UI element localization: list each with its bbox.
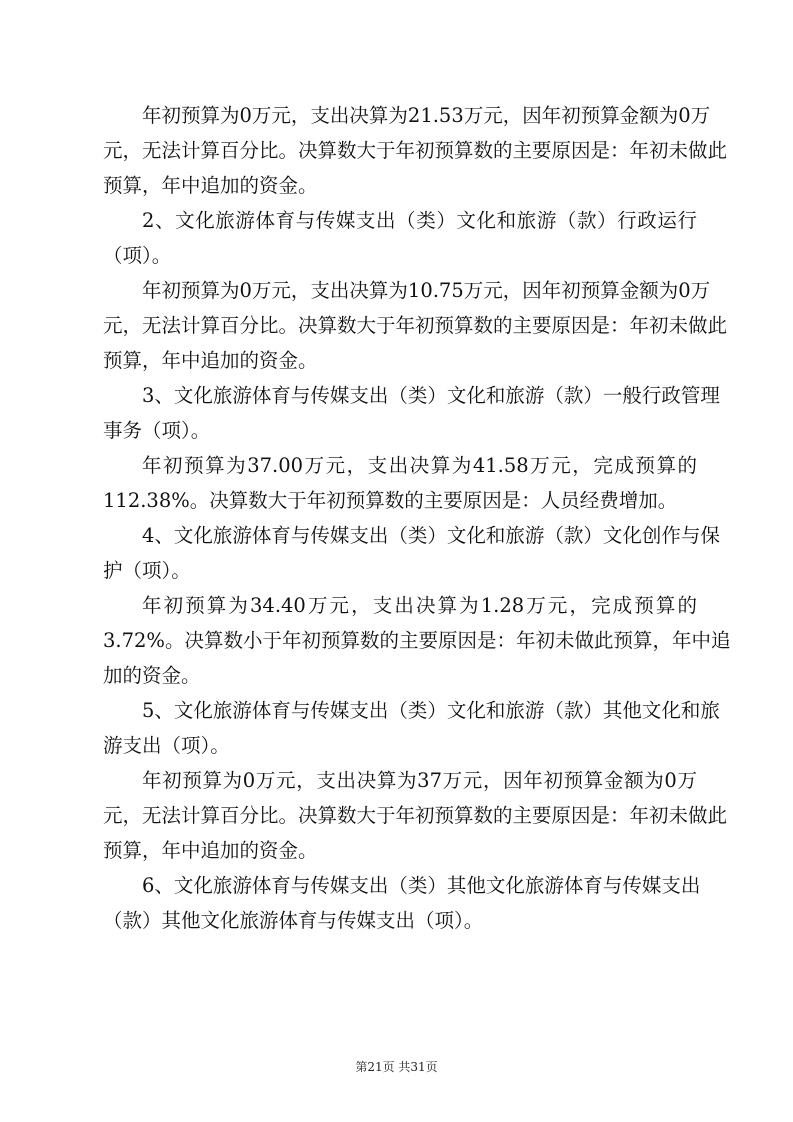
paragraph xyxy=(103,203,697,273)
paragraph xyxy=(103,868,701,938)
paragraph xyxy=(103,518,720,588)
paragraph-line: 112.38%。决算数大于年初预算数的主要原因是：人员经费增加。 xyxy=(103,489,678,512)
paragraph-line: 3、文化旅游体育与传媒支出（类）文化和旅游（款）一般行政管理 xyxy=(142,384,720,407)
paragraph-line: 年初预算为37.00万元，支出决算为41.58万元，完成预算的 xyxy=(142,454,697,477)
paragraph-line: 加的资金。 xyxy=(103,664,201,687)
paragraph-line: （项）。 xyxy=(103,244,172,267)
paragraph-line: 年初预算为34.40万元，支出决算为1.28万元，完成预算的 xyxy=(142,594,697,617)
paragraph-line: 年初预算为0万元，支出决算为21.53万元，因年初预算金额为0万 xyxy=(142,104,711,127)
paragraph-line: 元，无法计算百分比。决算数大于年初预算数的主要原因是：年初未做此 xyxy=(103,314,728,337)
paragraph xyxy=(103,693,720,763)
paragraph-line: 预算，年中追加的资金。 xyxy=(103,349,318,372)
paragraph-line: 2、文化旅游体育与传媒支出（类）文化和旅游（款）行政运行 xyxy=(142,209,697,232)
page-number: 第21页 共31页 xyxy=(355,1060,438,1074)
paragraph-line: （款）其他文化旅游体育与传媒支出（项）。 xyxy=(103,909,484,932)
paragraph xyxy=(103,273,728,378)
paragraph xyxy=(103,763,728,868)
paragraph-line: 护（项）。 xyxy=(103,559,191,582)
paragraph-line: 3.72%。决算数小于年初预算数的主要原因是：年初未做此预算，年中追 xyxy=(103,629,731,652)
paragraph xyxy=(103,448,697,518)
paragraph xyxy=(103,588,731,693)
paragraph-line: 事务（项）。 xyxy=(103,419,211,442)
paragraph-line: 年初预算为0万元，支出决算为37万元，因年初预算金额为0万 xyxy=(142,769,697,792)
paragraph xyxy=(103,98,728,203)
paragraph-line: 元，无法计算百分比。决算数大于年初预算数的主要原因是：年初未做此 xyxy=(103,139,728,162)
paragraph xyxy=(103,378,720,448)
paragraph-line: 游支出（项）。 xyxy=(103,734,230,757)
paragraph-line: 预算，年中追加的资金。 xyxy=(103,174,318,197)
paragraph-line: 5、文化旅游体育与传媒支出（类）文化和旅游（款）其他文化和旅 xyxy=(142,699,720,722)
paragraph-line: 元，无法计算百分比。决算数大于年初预算数的主要原因是：年初未做此 xyxy=(103,804,728,827)
document-body xyxy=(103,98,731,938)
paragraph-line: 6、文化旅游体育与传媒支出（类）其他文化旅游体育与传媒支出 xyxy=(142,874,701,897)
paragraph-line: 年初预算为0万元，支出决算为10.75万元，因年初预算金额为0万 xyxy=(142,279,711,302)
paragraph-line: 4、文化旅游体育与传媒支出（类）文化和旅游（款）文化创作与保 xyxy=(142,524,720,547)
paragraph-line: 预算，年中追加的资金。 xyxy=(103,839,318,862)
